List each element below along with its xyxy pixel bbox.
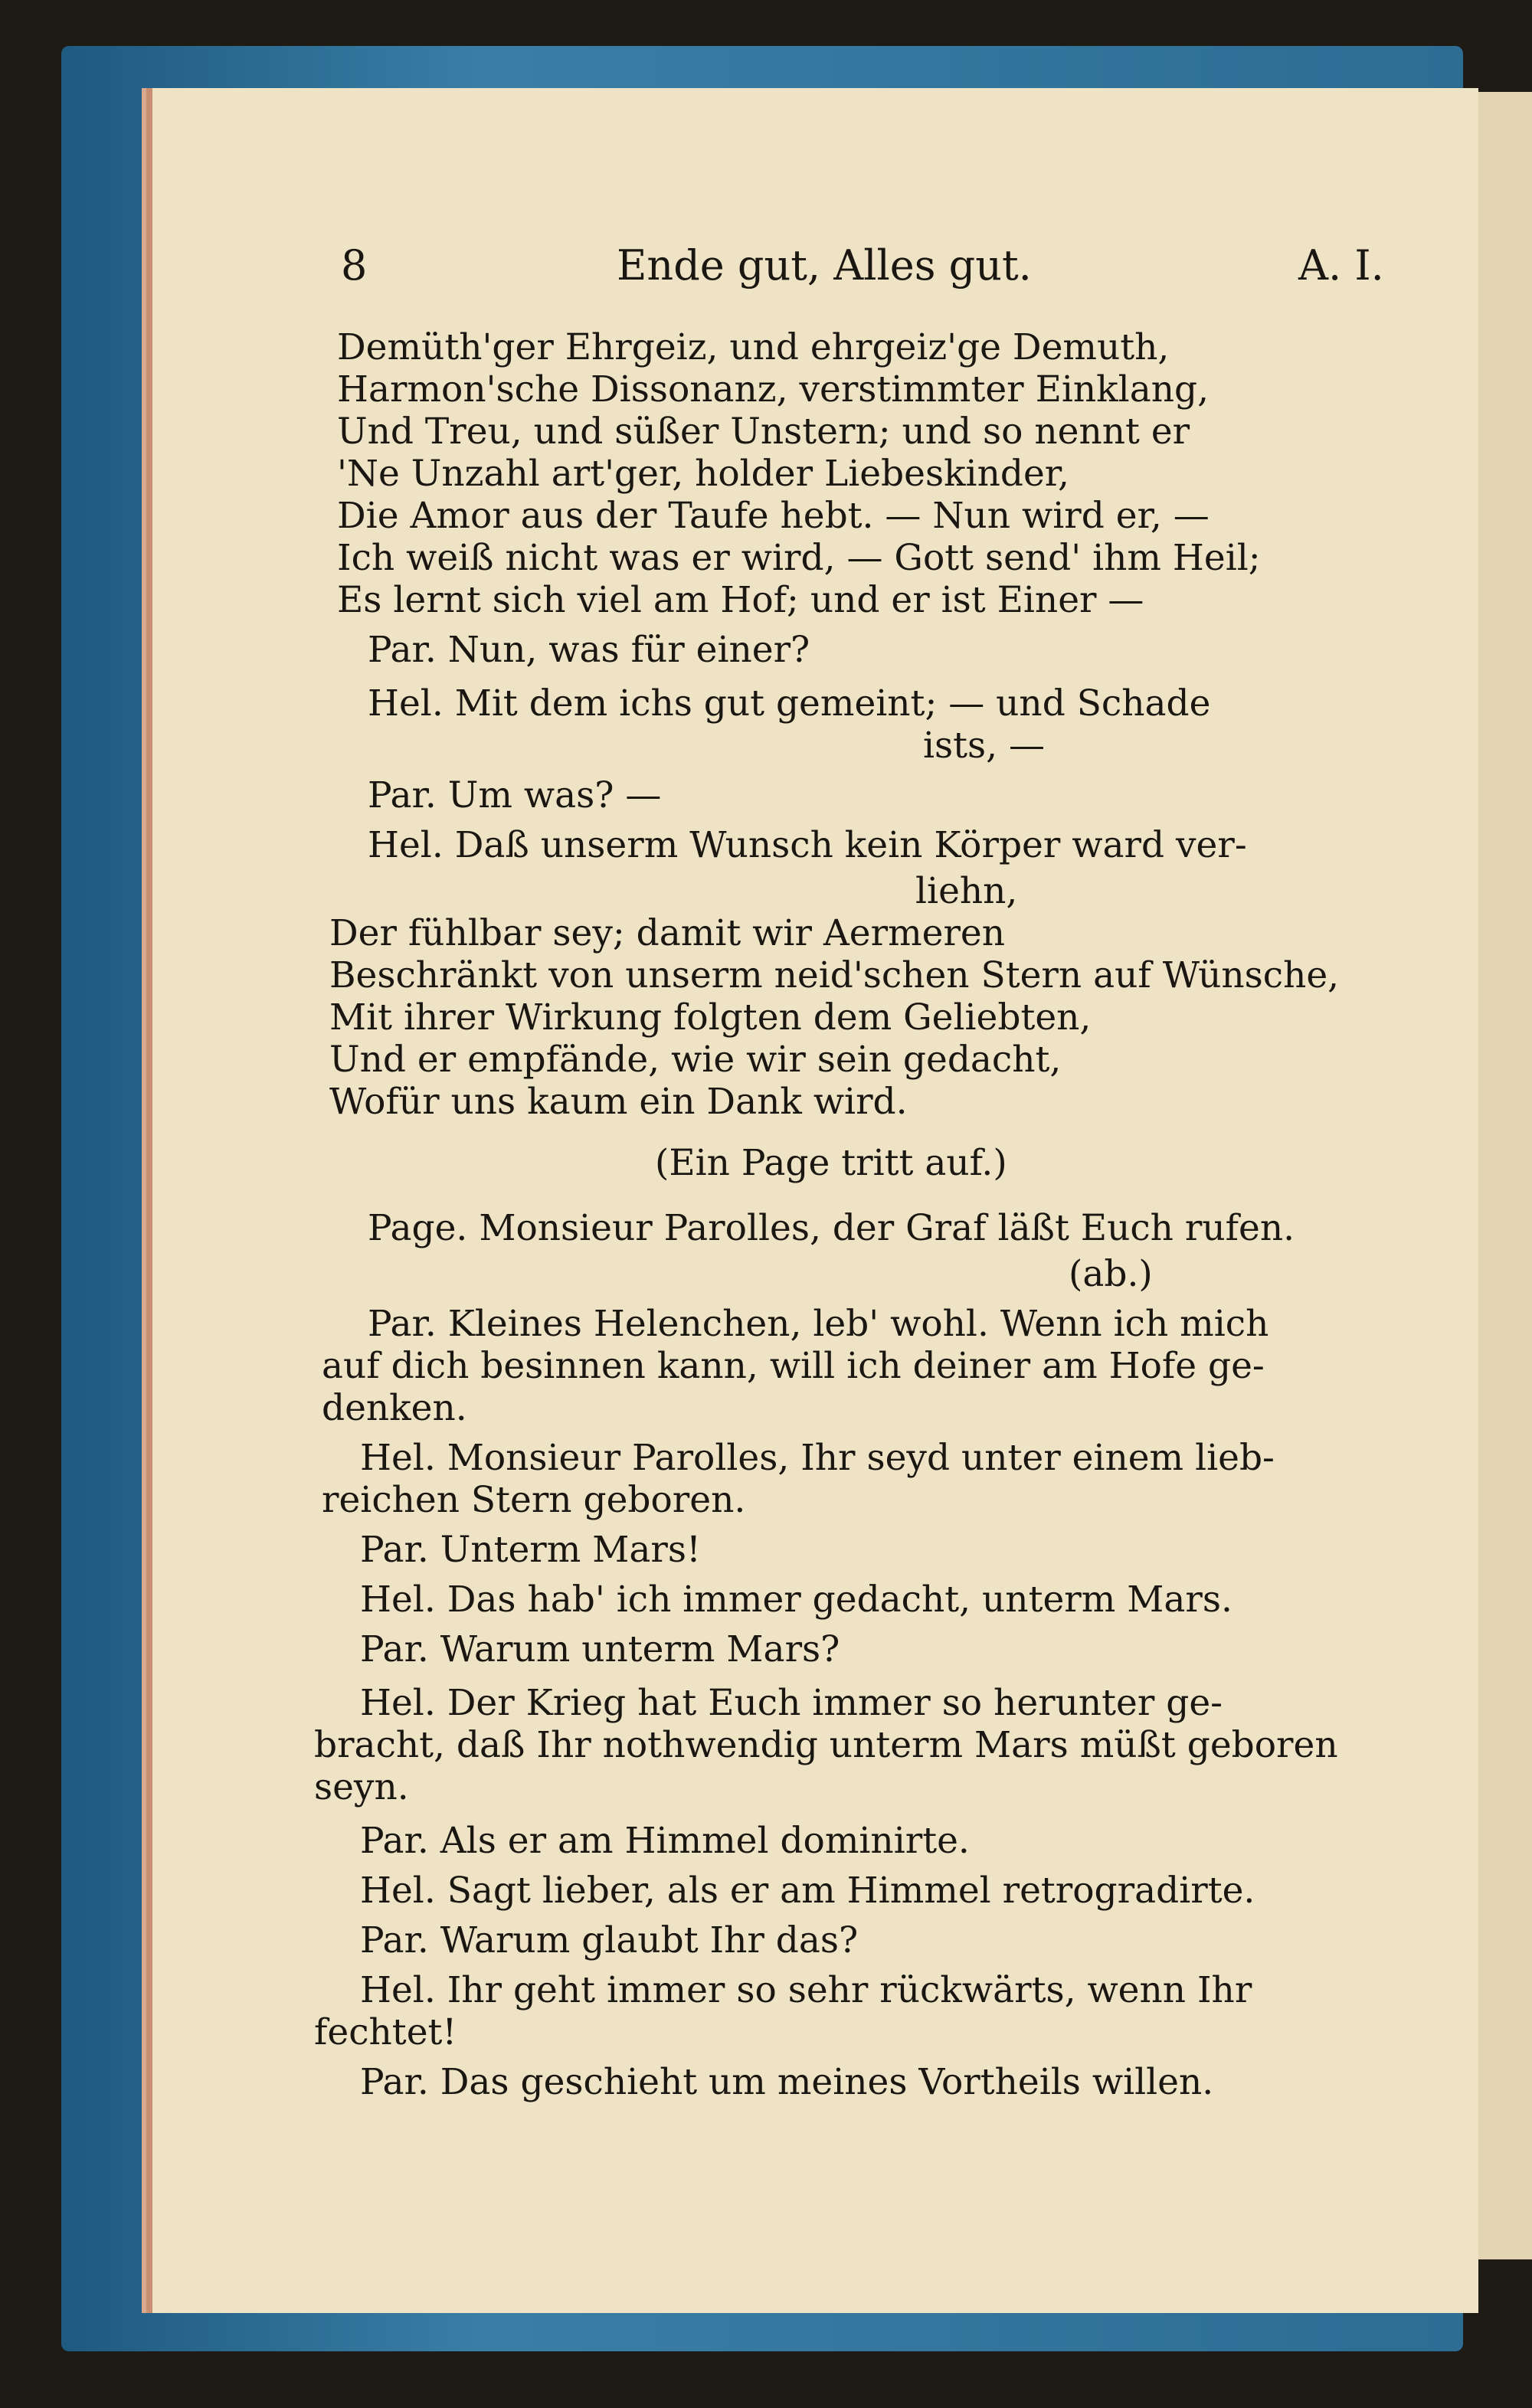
text-line: 'Ne Unzahl art'ger, holder Liebeskinder, [337, 453, 1069, 495]
text-line: Hel. Monsieur Parolles, Ihr seyd unter einem lieb- [360, 1437, 1275, 1479]
text-line: Par. Das geschieht um meines Vortheils willen. [360, 2061, 1214, 2103]
text-line: Par. Um was? — [368, 774, 662, 816]
text-line: Page. Monsieur Parolles, der Graf läßt Euch rufen. [368, 1207, 1295, 1249]
text-line: Ich weiß nicht was er wird, — Gott send' ihm Heil; [337, 537, 1261, 579]
text-line: Hel. Mit dem ichs gut gemeint; — und Schade [368, 682, 1211, 725]
text-line: seyn. [314, 1766, 409, 1808]
text-line: reichen Stern geboren. [322, 1479, 746, 1521]
book-page [142, 88, 1478, 2313]
text-line: denken. [322, 1387, 467, 1429]
text-line: fechtet! [314, 2011, 457, 2053]
text-line: Hel. Der Krieg hat Euch immer so herunter ge- [360, 1682, 1223, 1724]
text-line: Hel. Daß unserm Wunsch kein Körper ward ver- [368, 824, 1247, 866]
text-line: ists, — [923, 725, 1046, 767]
text-line: Hel. Das hab' ich immer gedacht, unterm Mars. [360, 1579, 1232, 1621]
text-line: Wofür uns kaum ein Dank wird. [329, 1081, 908, 1123]
page-number: 8 [341, 241, 368, 290]
text-line: Hel. Ihr geht immer so sehr rückwärts, wenn Ihr [360, 1969, 1252, 2011]
text-line: Und er empfände, wie wir sein gedacht, [329, 1039, 1062, 1081]
text-line: auf dich besinnen kann, will ich deiner am Hofe ge- [322, 1345, 1265, 1387]
text-line: Die Amor aus der Taufe hebt. — Nun wird er, — [337, 495, 1210, 537]
text-line: Demüth'ger Ehrgeiz, und ehrgeiz'ge Demuth, [337, 326, 1170, 368]
text-line: Mit ihrer Wirkung folgten dem Geliebten, [329, 996, 1092, 1039]
running-title: Ende gut, Alles gut. [617, 241, 1032, 290]
stage-direction: (ab.) [1069, 1253, 1153, 1295]
text-line: Par. Als er am Himmel dominirte. [360, 1820, 970, 1862]
text-line: Par. Warum glaubt Ihr das? [360, 1919, 859, 1961]
stage-direction: (Ein Page tritt auf.) [655, 1142, 1007, 1184]
text-line: bracht, daß Ihr nothwendig unterm Mars müßt geboren [314, 1724, 1338, 1766]
text-line: Der fühlbar sey; damit wir Aermeren [329, 912, 1006, 954]
text-line: liehn, [915, 870, 1018, 912]
text-line: Par. Nun, was für einer? [368, 629, 810, 671]
text-line: Par. Kleines Helenchen, leb' wohl. Wenn ich mich [368, 1303, 1269, 1345]
text-line: Harmon'sche Dissonanz, verstimmter Einklang, [337, 368, 1210, 411]
text-line: Par. Warum unterm Mars? [360, 1628, 840, 1670]
text-line: Und Treu, und süßer Unstern; und so nennt er [337, 411, 1190, 453]
text-line: Hel. Sagt lieber, als er am Himmel retrogradirte. [360, 1870, 1255, 1912]
text-line: Es lernt sich viel am Hof; und er ist Einer — [337, 579, 1144, 621]
text-line: Par. Unterm Mars! [360, 1529, 701, 1571]
act-label: A. I. [1298, 241, 1384, 290]
text-line: Beschränkt von unserm neid'schen Stern auf Wünsche, [329, 954, 1340, 996]
